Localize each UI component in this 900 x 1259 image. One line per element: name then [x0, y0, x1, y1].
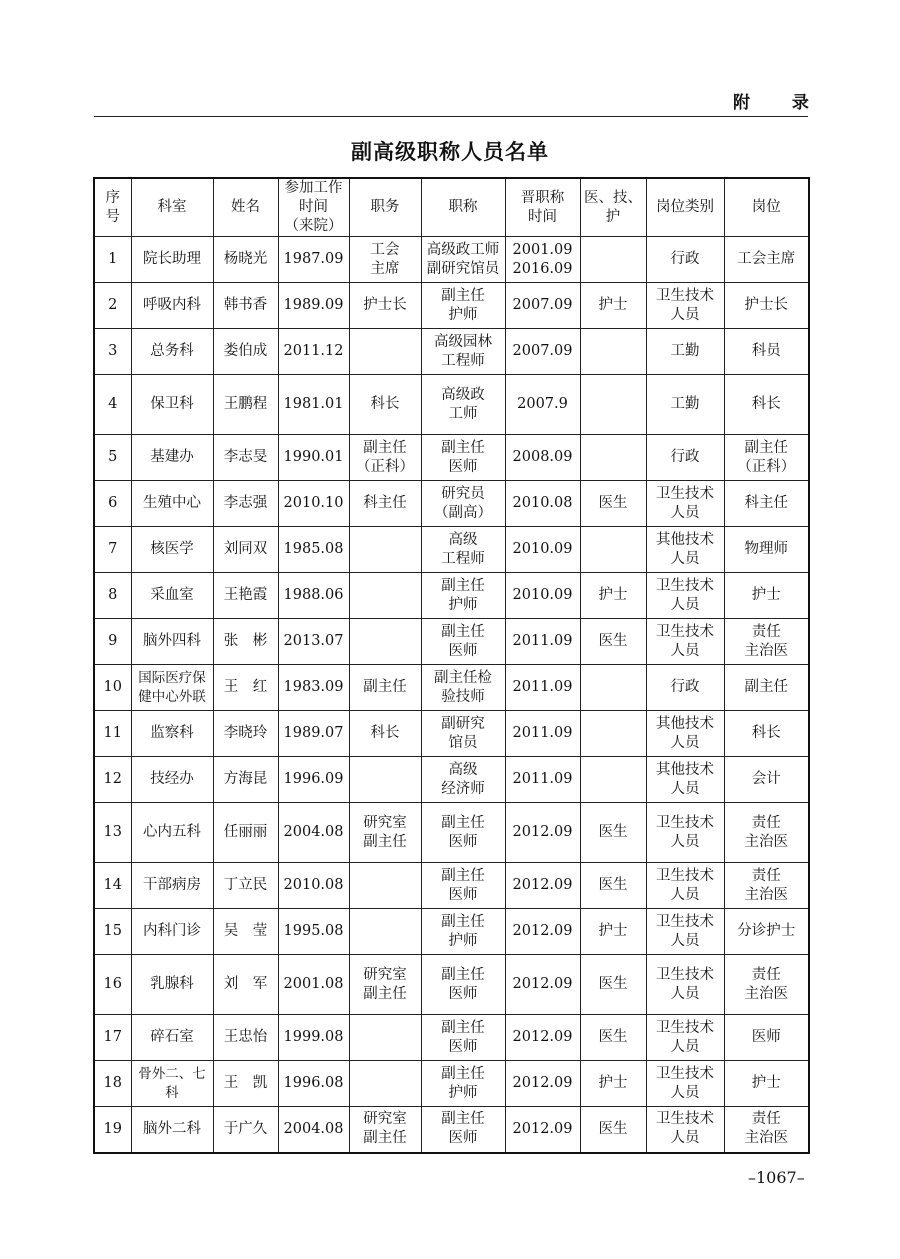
cell-post: 工会主席 — [724, 237, 809, 283]
cell-title: 副主任 医师 — [421, 955, 505, 1015]
cell-promotion-date: 2012.09 — [505, 1015, 580, 1061]
cell-category: 护士 — [580, 573, 646, 619]
cell-index: 13 — [94, 803, 131, 863]
cell-post-type: 行政 — [646, 665, 724, 711]
cell-start-date: 2001.08 — [278, 955, 349, 1015]
cell-post-type: 行政 — [646, 435, 724, 481]
cell-index: 6 — [94, 481, 131, 527]
cell-position — [349, 527, 421, 573]
table-header-row — [94, 178, 809, 237]
cell-post: 会计 — [724, 757, 809, 803]
cell-post-type: 卫生技术 人员 — [646, 1015, 724, 1061]
cell-position: 科主任 — [349, 481, 421, 527]
column-header-title: 职称 — [421, 178, 505, 237]
cell-name: 娄伯成 — [213, 329, 278, 375]
cell-promotion-date: 2011.09 — [505, 757, 580, 803]
cell-index: 1 — [94, 237, 131, 283]
cell-position — [349, 573, 421, 619]
cell-name: 刘同双 — [213, 527, 278, 573]
cell-title: 副主任 医师 — [421, 435, 505, 481]
cell-start-date: 2004.08 — [278, 803, 349, 863]
cell-start-date: 1996.09 — [278, 757, 349, 803]
cell-department: 脑外二科 — [131, 1107, 213, 1153]
cell-index: 12 — [94, 757, 131, 803]
cell-post-type: 行政 — [646, 237, 724, 283]
cell-index: 8 — [94, 573, 131, 619]
cell-promotion-date: 2010.08 — [505, 481, 580, 527]
cell-title: 副主任 医师 — [421, 803, 505, 863]
cell-title: 高级园林 工程师 — [421, 329, 505, 375]
cell-department: 技经办 — [131, 757, 213, 803]
cell-position — [349, 863, 421, 909]
table-row — [94, 237, 809, 283]
column-header-name: 姓名 — [213, 178, 278, 237]
cell-post: 护士长 — [724, 283, 809, 329]
cell-start-date: 1983.09 — [278, 665, 349, 711]
cell-department: 骨外二、七 科 — [131, 1061, 213, 1107]
cell-start-date: 1981.01 — [278, 375, 349, 435]
cell-promotion-date: 2012.09 — [505, 863, 580, 909]
header-divider — [94, 116, 808, 117]
cell-start-date: 1995.08 — [278, 909, 349, 955]
cell-start-date: 1988.06 — [278, 573, 349, 619]
cell-category: 医生 — [580, 619, 646, 665]
cell-post: 副主任 （正科） — [724, 435, 809, 481]
cell-start-date: 1999.08 — [278, 1015, 349, 1061]
cell-category: 医生 — [580, 1015, 646, 1061]
cell-post: 分诊护士 — [724, 909, 809, 955]
cell-start-date: 1996.08 — [278, 1061, 349, 1107]
table-row — [94, 955, 809, 1015]
cell-promotion-date: 2001.09 2016.09 — [505, 237, 580, 283]
cell-position: 研究室 副主任 — [349, 1107, 421, 1153]
cell-start-date: 2004.08 — [278, 1107, 349, 1153]
cell-name: 李晓玲 — [213, 711, 278, 757]
cell-index: 5 — [94, 435, 131, 481]
cell-category — [580, 711, 646, 757]
cell-name: 杨晓光 — [213, 237, 278, 283]
cell-index: 15 — [94, 909, 131, 955]
cell-post-type: 卫生技术 人员 — [646, 619, 724, 665]
cell-department: 采血室 — [131, 573, 213, 619]
cell-category — [580, 757, 646, 803]
column-header-post-type: 岗位类别 — [646, 178, 724, 237]
table-row — [94, 375, 809, 435]
cell-category: 医生 — [580, 863, 646, 909]
column-header-index: 序 号 — [94, 178, 131, 237]
table-row — [94, 757, 809, 803]
cell-index: 2 — [94, 283, 131, 329]
cell-title: 高级 工程师 — [421, 527, 505, 573]
cell-department: 监察科 — [131, 711, 213, 757]
cell-promotion-date: 2012.09 — [505, 803, 580, 863]
cell-category: 医生 — [580, 1107, 646, 1153]
cell-index: 10 — [94, 665, 131, 711]
table-row — [94, 1107, 809, 1153]
cell-post: 副主任 — [724, 665, 809, 711]
cell-index: 16 — [94, 955, 131, 1015]
cell-title: 高级 经济师 — [421, 757, 505, 803]
column-header-department: 科室 — [131, 178, 213, 237]
cell-category — [580, 329, 646, 375]
table-row — [94, 283, 809, 329]
cell-name: 于广久 — [213, 1107, 278, 1153]
section-label: 附 录 — [733, 93, 827, 113]
cell-category: 护士 — [580, 283, 646, 329]
cell-position: 护士长 — [349, 283, 421, 329]
cell-promotion-date: 2012.09 — [505, 1061, 580, 1107]
table-row — [94, 863, 809, 909]
cell-title: 高级政工师 副研究馆员 — [421, 237, 505, 283]
table-row — [94, 481, 809, 527]
cell-post: 科长 — [724, 711, 809, 757]
cell-name: 王鹏程 — [213, 375, 278, 435]
cell-start-date: 1987.09 — [278, 237, 349, 283]
cell-department: 碎石室 — [131, 1015, 213, 1061]
cell-post: 物理师 — [724, 527, 809, 573]
cell-index: 7 — [94, 527, 131, 573]
cell-post-type: 卫生技术 人员 — [646, 955, 724, 1015]
cell-promotion-date: 2010.09 — [505, 527, 580, 573]
cell-post-type: 卫生技术 人员 — [646, 1061, 724, 1107]
cell-post-type: 卫生技术 人员 — [646, 573, 724, 619]
cell-category — [580, 435, 646, 481]
cell-post-type: 工勤 — [646, 375, 724, 435]
cell-name: 王 凯 — [213, 1061, 278, 1107]
cell-promotion-date: 2010.09 — [505, 573, 580, 619]
cell-start-date: 1989.07 — [278, 711, 349, 757]
cell-department: 心内五科 — [131, 803, 213, 863]
cell-post: 责任 主治医 — [724, 619, 809, 665]
cell-promotion-date: 2011.09 — [505, 619, 580, 665]
column-header-promotion-date: 晋职称 时间 — [505, 178, 580, 237]
column-header-category: 医、技、 护 — [580, 178, 646, 237]
cell-name: 任丽丽 — [213, 803, 278, 863]
cell-category: 医生 — [580, 803, 646, 863]
cell-promotion-date: 2007.09 — [505, 283, 580, 329]
table-row — [94, 665, 809, 711]
cell-index: 17 — [94, 1015, 131, 1061]
cell-title: 副主任检 验技师 — [421, 665, 505, 711]
cell-name: 王 红 — [213, 665, 278, 711]
cell-position — [349, 909, 421, 955]
cell-post: 护士 — [724, 1061, 809, 1107]
cell-department: 干部病房 — [131, 863, 213, 909]
cell-title: 副主任 医师 — [421, 1107, 505, 1153]
cell-post-type: 其他技术 人员 — [646, 757, 724, 803]
cell-department: 国际医疗保 健中心外联 — [131, 665, 213, 711]
cell-category: 医生 — [580, 955, 646, 1015]
cell-name: 李志旻 — [213, 435, 278, 481]
cell-title: 副主任 护师 — [421, 909, 505, 955]
cell-index: 14 — [94, 863, 131, 909]
cell-name: 丁立民 — [213, 863, 278, 909]
cell-position — [349, 1061, 421, 1107]
cell-title: 副研究 馆员 — [421, 711, 505, 757]
cell-department: 乳腺科 — [131, 955, 213, 1015]
cell-post: 责任 主治医 — [724, 955, 809, 1015]
cell-promotion-date: 2012.09 — [505, 909, 580, 955]
cell-position: 研究室 副主任 — [349, 955, 421, 1015]
cell-title: 副主任 护师 — [421, 573, 505, 619]
page-title: 副高级职称人员名单 — [351, 139, 549, 164]
cell-start-date: 1990.01 — [278, 435, 349, 481]
cell-index: 18 — [94, 1061, 131, 1107]
cell-title: 高级政 工师 — [421, 375, 505, 435]
cell-post-type: 卫生技术 人员 — [646, 481, 724, 527]
cell-promotion-date: 2008.09 — [505, 435, 580, 481]
cell-department: 总务科 — [131, 329, 213, 375]
column-header-start-date: 参加工作 时间 （来院） — [278, 178, 349, 237]
cell-post: 责任 主治医 — [724, 863, 809, 909]
cell-start-date: 2010.08 — [278, 863, 349, 909]
cell-position: 研究室 副主任 — [349, 803, 421, 863]
table-row — [94, 573, 809, 619]
table-row — [94, 1015, 809, 1061]
cell-start-date: 2010.10 — [278, 481, 349, 527]
cell-category: 护士 — [580, 909, 646, 955]
cell-department: 呼吸内科 — [131, 283, 213, 329]
cell-promotion-date: 2011.09 — [505, 711, 580, 757]
cell-index: 19 — [94, 1107, 131, 1153]
cell-promotion-date: 2007.9 — [505, 375, 580, 435]
cell-promotion-date: 2007.09 — [505, 329, 580, 375]
cell-post: 科员 — [724, 329, 809, 375]
cell-department: 核医学 — [131, 527, 213, 573]
table-row — [94, 329, 809, 375]
page-number: –1067– — [748, 1168, 805, 1187]
cell-name: 韩书香 — [213, 283, 278, 329]
cell-post: 责任 主治医 — [724, 803, 809, 863]
cell-department: 内科门诊 — [131, 909, 213, 955]
cell-title: 副主任 医师 — [421, 863, 505, 909]
cell-name: 张 彬 — [213, 619, 278, 665]
cell-index: 9 — [94, 619, 131, 665]
cell-post: 责任 主治医 — [724, 1107, 809, 1153]
cell-department: 生殖中心 — [131, 481, 213, 527]
cell-category — [580, 665, 646, 711]
cell-index: 3 — [94, 329, 131, 375]
cell-name: 吴 莹 — [213, 909, 278, 955]
cell-position: 科长 — [349, 711, 421, 757]
cell-post-type: 卫生技术 人员 — [646, 1107, 724, 1153]
cell-position — [349, 757, 421, 803]
cell-category — [580, 527, 646, 573]
cell-post: 科长 — [724, 375, 809, 435]
cell-position: 副主任 — [349, 665, 421, 711]
cell-post: 护士 — [724, 573, 809, 619]
cell-position: 科长 — [349, 375, 421, 435]
cell-name: 王艳霞 — [213, 573, 278, 619]
cell-department: 保卫科 — [131, 375, 213, 435]
cell-promotion-date: 2012.09 — [505, 955, 580, 1015]
cell-title: 副主任 医师 — [421, 1015, 505, 1061]
cell-department: 基建办 — [131, 435, 213, 481]
table-row — [94, 909, 809, 955]
cell-position: 工会 主席 — [349, 237, 421, 283]
cell-promotion-date: 2012.09 — [505, 1107, 580, 1153]
cell-post-type: 工勤 — [646, 329, 724, 375]
cell-title: 副主任 医师 — [421, 619, 505, 665]
cell-post-type: 卫生技术 人员 — [646, 909, 724, 955]
cell-category: 医生 — [580, 481, 646, 527]
cell-position — [349, 1015, 421, 1061]
cell-post-type: 卫生技术 人员 — [646, 283, 724, 329]
cell-post: 医师 — [724, 1015, 809, 1061]
table-row — [94, 619, 809, 665]
cell-post-type: 卫生技术 人员 — [646, 863, 724, 909]
cell-start-date: 2011.12 — [278, 329, 349, 375]
cell-post: 科主任 — [724, 481, 809, 527]
cell-start-date: 2013.07 — [278, 619, 349, 665]
cell-post-type: 其他技术 人员 — [646, 527, 724, 573]
table-row — [94, 527, 809, 573]
cell-post-type: 其他技术 人员 — [646, 711, 724, 757]
cell-position — [349, 329, 421, 375]
cell-title: 研究员 （副高） — [421, 481, 505, 527]
column-header-position: 职务 — [349, 178, 421, 237]
cell-category: 护士 — [580, 1061, 646, 1107]
cell-title: 副主任 护师 — [421, 283, 505, 329]
cell-index: 11 — [94, 711, 131, 757]
table-row — [94, 803, 809, 863]
cell-name: 方海昆 — [213, 757, 278, 803]
cell-name: 李志强 — [213, 481, 278, 527]
cell-index: 4 — [94, 375, 131, 435]
cell-department: 院长助理 — [131, 237, 213, 283]
cell-department: 脑外四科 — [131, 619, 213, 665]
cell-name: 刘 军 — [213, 955, 278, 1015]
cell-name: 王忠怡 — [213, 1015, 278, 1061]
table-row — [94, 1061, 809, 1107]
cell-position: 副主任 （正科） — [349, 435, 421, 481]
cell-post-type: 卫生技术 人员 — [646, 803, 724, 863]
cell-start-date: 1989.09 — [278, 283, 349, 329]
table-row — [94, 711, 809, 757]
staff-roster-table — [93, 177, 810, 1154]
cell-position — [349, 619, 421, 665]
cell-category — [580, 237, 646, 283]
column-header-post: 岗位 — [724, 178, 809, 237]
cell-category — [580, 375, 646, 435]
cell-title: 副主任 护师 — [421, 1061, 505, 1107]
table-row — [94, 435, 809, 481]
cell-promotion-date: 2011.09 — [505, 665, 580, 711]
cell-start-date: 1985.08 — [278, 527, 349, 573]
